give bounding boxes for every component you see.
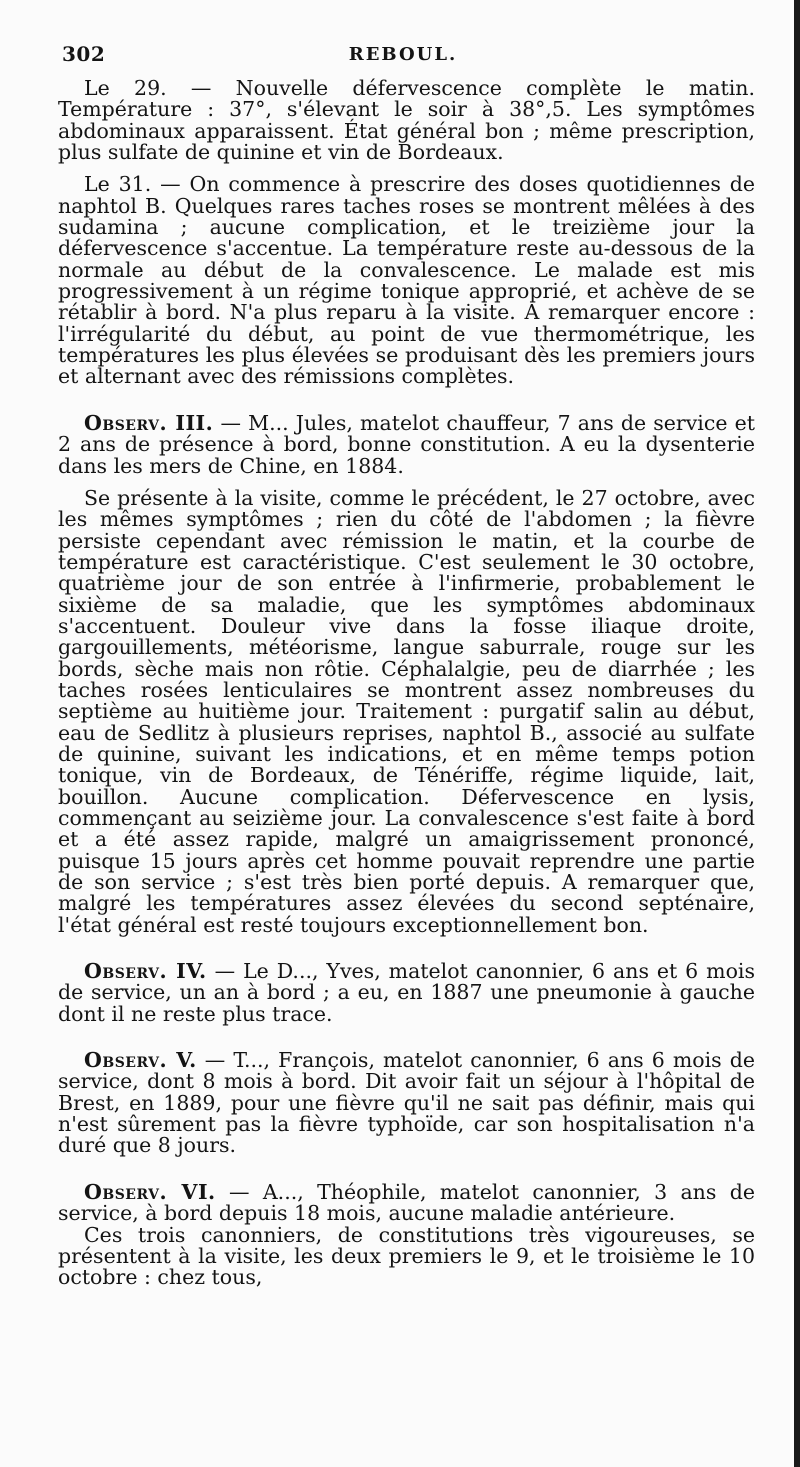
observation-4 bbox=[58, 961, 755, 1025]
page-number: 302 bbox=[62, 42, 106, 66]
observation-3 bbox=[58, 410, 755, 478]
page-header bbox=[62, 42, 744, 74]
observation-label: Observ. IV. bbox=[84, 959, 207, 984]
observation-text: — M... Jules, matelot chauffeur, 7 ans de service et 2 ans de présence à bord, bonne constitution. A eu la dysenterie dans les mers de Chine, en 1884. bbox=[58, 410, 755, 478]
paragraph-le-31: Le 31. — On commence à prescrire des doses quotidiennes de naphtol B. Quelques rares taches roses se montrent mêlées à des sudamina ; aucune complication, et le treizième jour la défervescence s'accentue. La température reste au-dessous de la normale au début de la convalescence. Le malade est mis progressivement à un régime tonique approprié, et achève de se rétablir à bord. N'a plus reparu à la visite. A remarquer encore : l'irrégularité du début, au point de vue thermométrique, les températures les plus élevées se produisant dès les premiers jours et alternant avec des rémissions complètes. bbox=[58, 172, 755, 389]
observation-text: — T..., François, matelot canonnier, 6 ans 6 mois de service, dont 8 mois à bord. Dit avoir fait un séjour à l'hôpital de Brest, en 1889, pour une fièvre qu'il ne sait pas définir, mais qui n'est sûrement pas la fièvre typhoïde, car son hospitalisation n'a duré que 8 jours. bbox=[58, 1048, 755, 1158]
observation-label: Observ. V. bbox=[84, 1048, 197, 1073]
paragraph-case-3-course: Se présente à la visite, comme le précédent, le 27 octobre, avec les mêmes symptômes ; rien du côté de l'abdomen ; la fièvre persiste cependant avec rémission le matin, et la courbe de température est caractéristique. C'est seulement le 30 octobre, quatrième jour de son entrée à l'infirmerie, probablement le sixième de sa maladie, que les symptômes abdominaux s'accentuent. Douleur vive dans la fosse iliaque droite, gargouillements, météorisme, langue saburrale, rouge sur les bords, sèche mais non rôtie. Céphalalgie, peu de diarrhée ; les taches rosées lenticulaires se montrent assez nombreuses du septième au huitième jour. Traitement : purgatif salin au début, eau de Sedlitz à plusieurs reprises, naphtol B., associé au sulfate de quinine, suivant les indications, et en même temps potion tonique, vin de Bordeaux, de Ténériffe, régime liquide, lait, bouillon. Aucune complication. Défervescence en lysis, commençant au seizième jour. La convalescence s'est faite à bord et a été assez rapide, malgré un amaigrissement prononcé, puisque 15 jours après cet homme pouvait reprendre une partie de son service ; s'est très bien porté depuis. A remarquer que, malgré les températures assez élevées du second septénaire, l'état général est resté toujours exceptionnellement bon. bbox=[58, 485, 755, 937]
observation-label: Observ. III. bbox=[84, 410, 214, 435]
running-head: REBOUL. bbox=[348, 44, 458, 65]
observation-text: — A..., Théophile, matelot canonnier, 3 ans de service, à bord depuis 18 mois, aucune maladie antérieure. bbox=[58, 1179, 755, 1226]
observation-text: — Le D..., Yves, matelot canonnier, 6 ans et 6 mois de service, un an à bord ; a eu, en 1887 une pneumonie à gauche dont il ne reste plus trace. bbox=[58, 959, 755, 1026]
observation-6 bbox=[58, 1179, 755, 1226]
paragraph-le-29: Le 29. — Nouvelle défervescence complète le matin. Température : 37°, s'élevant le soir à 38°,5. Les symptômes abdominaux apparaissent. État général bon ; même prescription, plus sulfate de quinine et vin de Bordeaux. bbox=[58, 76, 755, 165]
paragraph-three-gunners: Ces trois canonniers, de constitutions très vigoureuses, se présentent à la visite, les deux premiers le 9, et le troisième le 10 octobre : chez tous, bbox=[58, 1222, 755, 1290]
body-text bbox=[58, 78, 755, 1289]
observation-5 bbox=[58, 1050, 755, 1157]
observation-label: Observ. VI. bbox=[84, 1179, 216, 1204]
